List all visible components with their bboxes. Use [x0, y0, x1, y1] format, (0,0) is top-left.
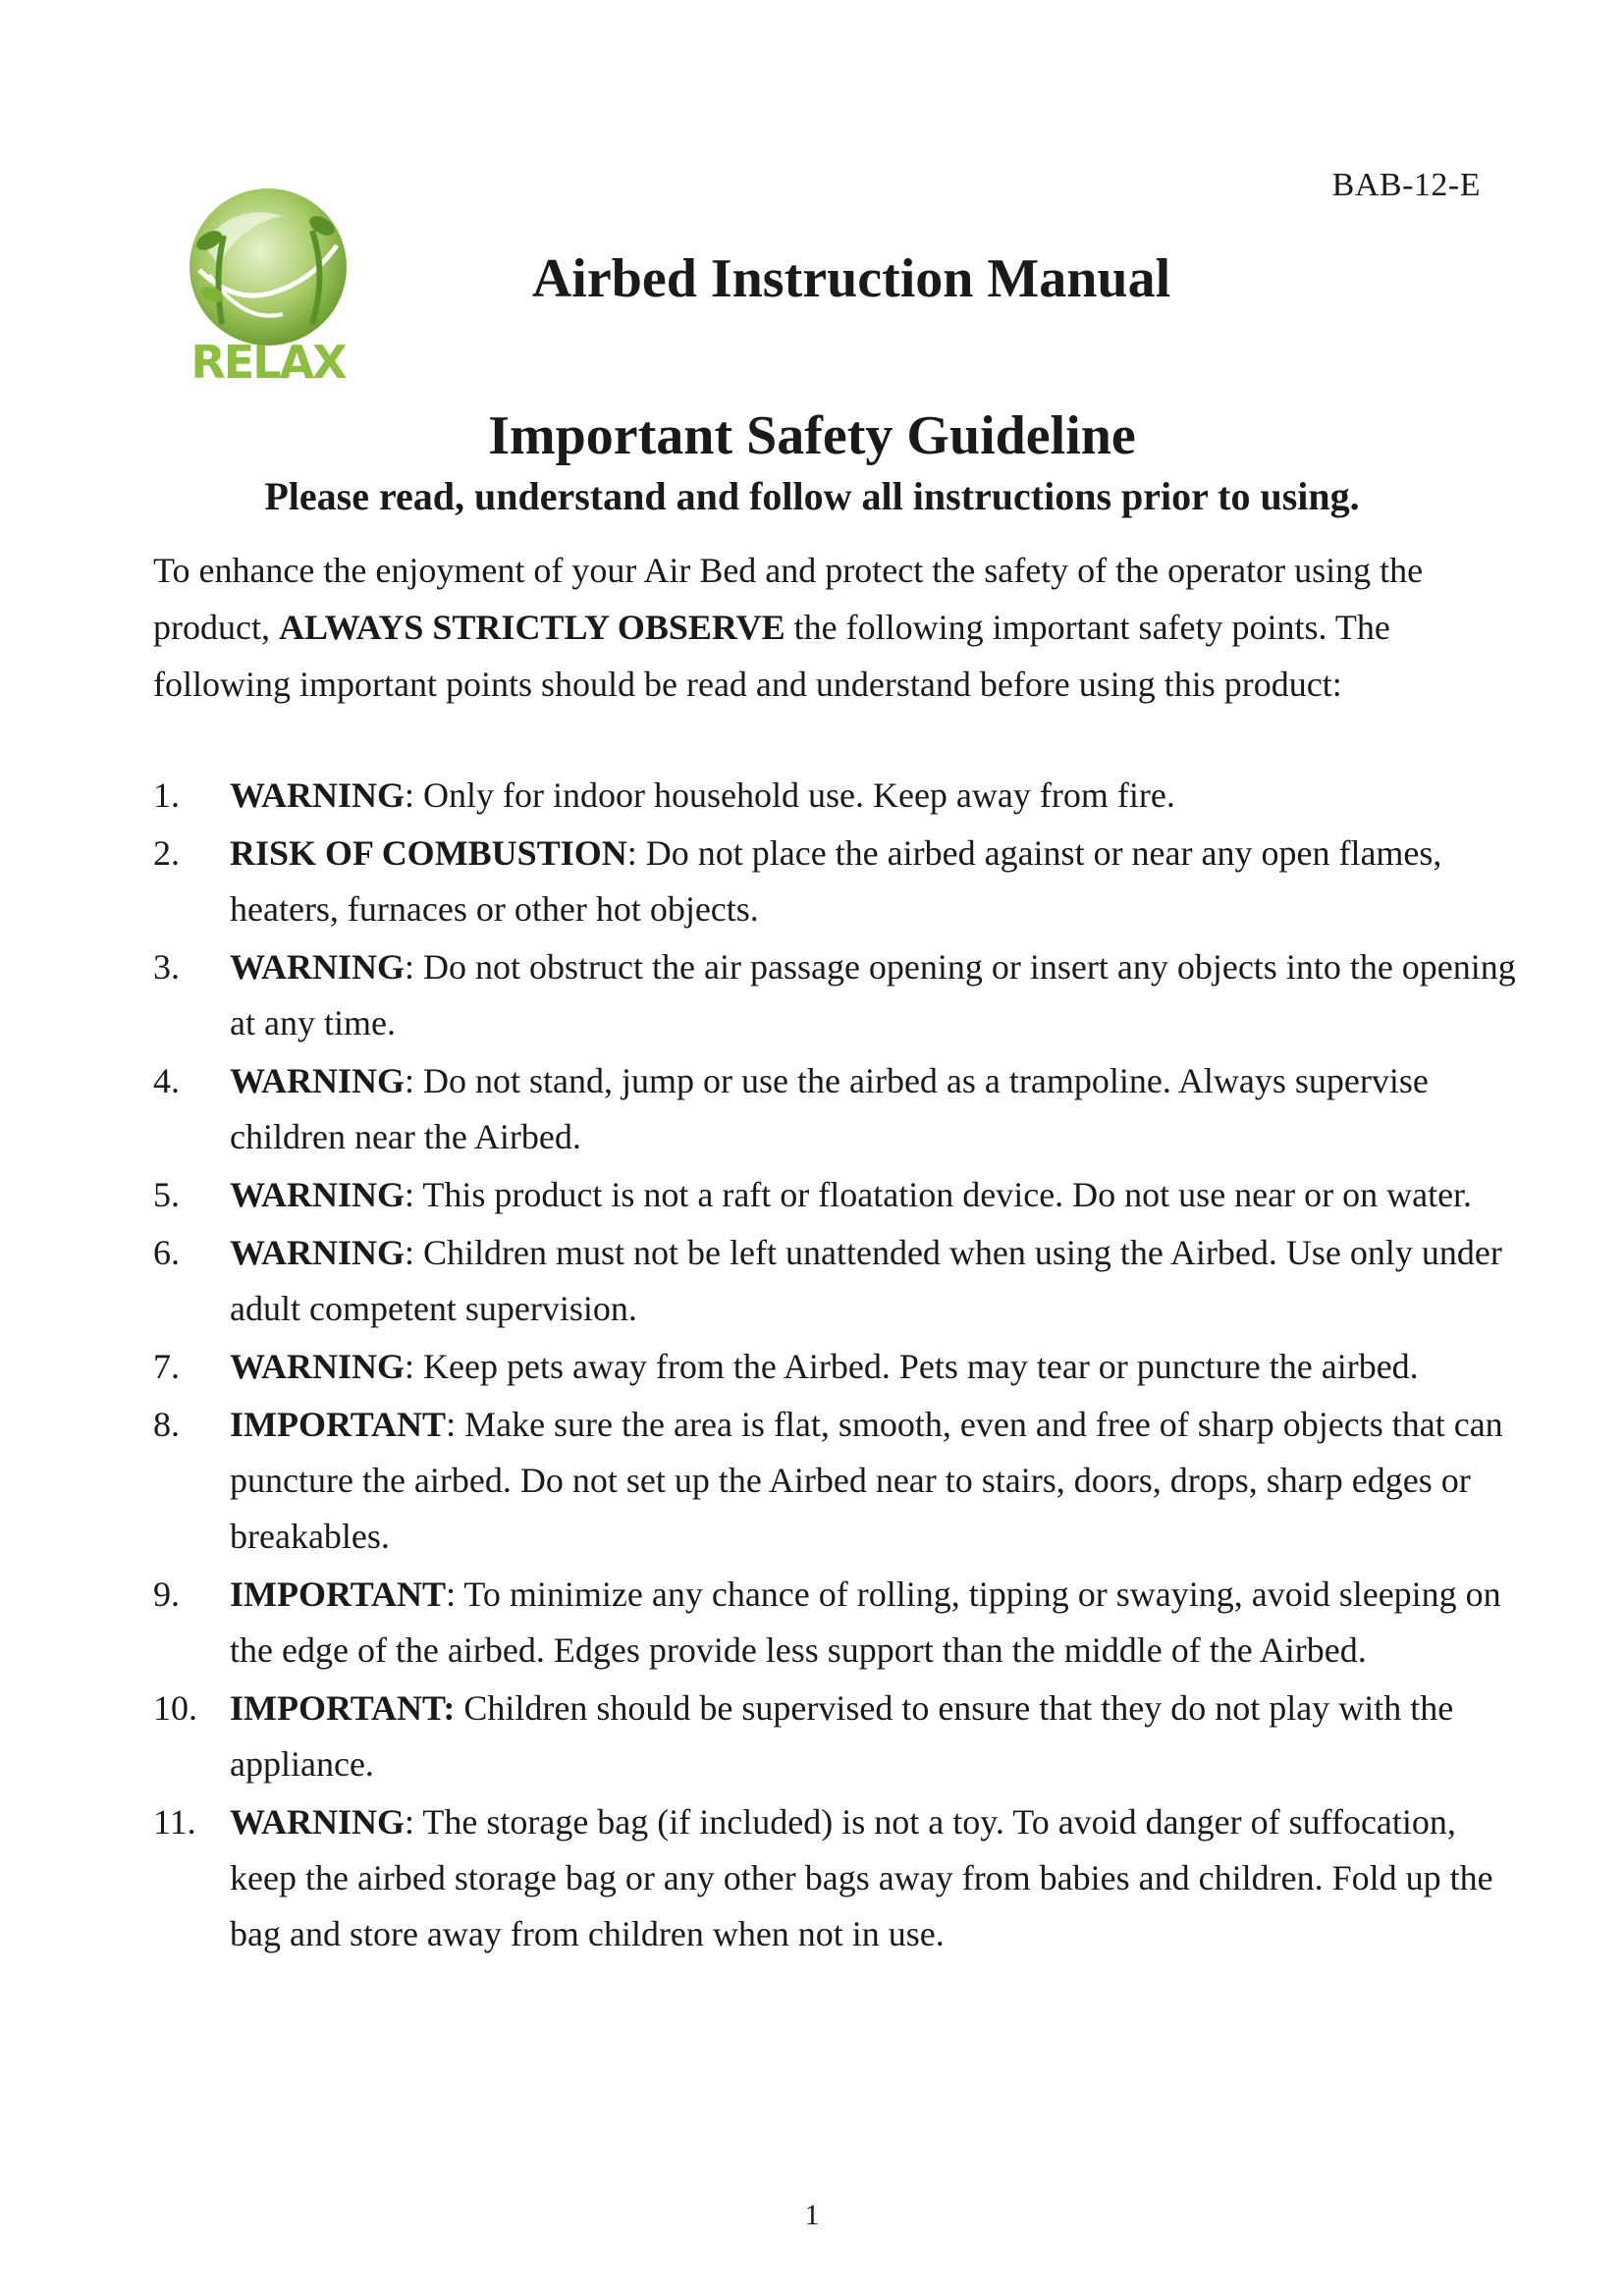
list-item: 10. IMPORTANT: Children should be supervised to ensure that they do not play with the appliance. — [153, 1688, 1454, 1784]
intro-emphasis: ALWAYS STRICTLY OBSERVE — [278, 608, 785, 647]
list-item: 11. WARNING: The storage bag (if included) is not a toy. To avoid danger of suffocation, keep the airbed storage bag or any other bags away from babies and children. Fold up the bag and store away from children when not in use. — [153, 1802, 1493, 1953]
intro-text-after: the following important safety points. The following important points should be read and understand before using this product: — [153, 608, 1390, 704]
page-number: 1 — [804, 2199, 820, 2231]
instruction-line: Please read, understand and follow all instructions prior to using. — [264, 474, 1360, 518]
safety-list — [153, 768, 1528, 1964]
list-item: 5. WARNING: This product is not a raft or floatation device. Do not use near or on water. — [153, 1175, 1473, 1214]
section-heading: Important Safety Guideline — [488, 405, 1136, 466]
page-title: Airbed Instruction Manual — [531, 248, 1171, 309]
list-item: 7. WARNING: Keep pets away from the Airbed. Pets may tear or puncture the airbed. — [153, 1347, 1419, 1386]
list-item: 4. WARNING: Do not stand, jump or use the airbed as a trampoline. Always supervise children near the Airbed. — [153, 1061, 1429, 1156]
list-item: 3. WARNING: Do not obstruct the air passage opening or insert any objects into the opening at any time. — [153, 947, 1516, 1042]
list-item: 8. IMPORTANT: Make sure the area is flat, smooth, even and free of sharp objects that can puncture the airbed. Do not set up the Airbed near to stairs, doors, drops, sharp edges or breakables. — [153, 1405, 1503, 1556]
list-item: 1. WARNING: Only for indoor household use. Keep away from fire. — [153, 775, 1175, 815]
intro-text-before: To enhance the enjoyment of your Air Bed and protect the safety of the operator using the product, — [153, 551, 1424, 647]
logo-text: RELAX — [190, 336, 346, 389]
intro-paragraph — [153, 542, 1498, 713]
document-code: BAB-12-E — [1331, 167, 1481, 203]
list-item: 6. WARNING: Children must not be left unattended when using the Airbed. Use only under adult competent supervision. — [153, 1233, 1502, 1328]
list-item: 9. IMPORTANT: To minimize any chance of rolling, tipping or swaying, avoid sleeping on the edge of the airbed. Edges provide less support than the middle of the Airbed. — [153, 1575, 1501, 1670]
list-item: 2. RISK OF COMBUSTION: Do not place the airbed against or near any open flames, heaters, furnaces or other hot objects. — [153, 833, 1442, 929]
